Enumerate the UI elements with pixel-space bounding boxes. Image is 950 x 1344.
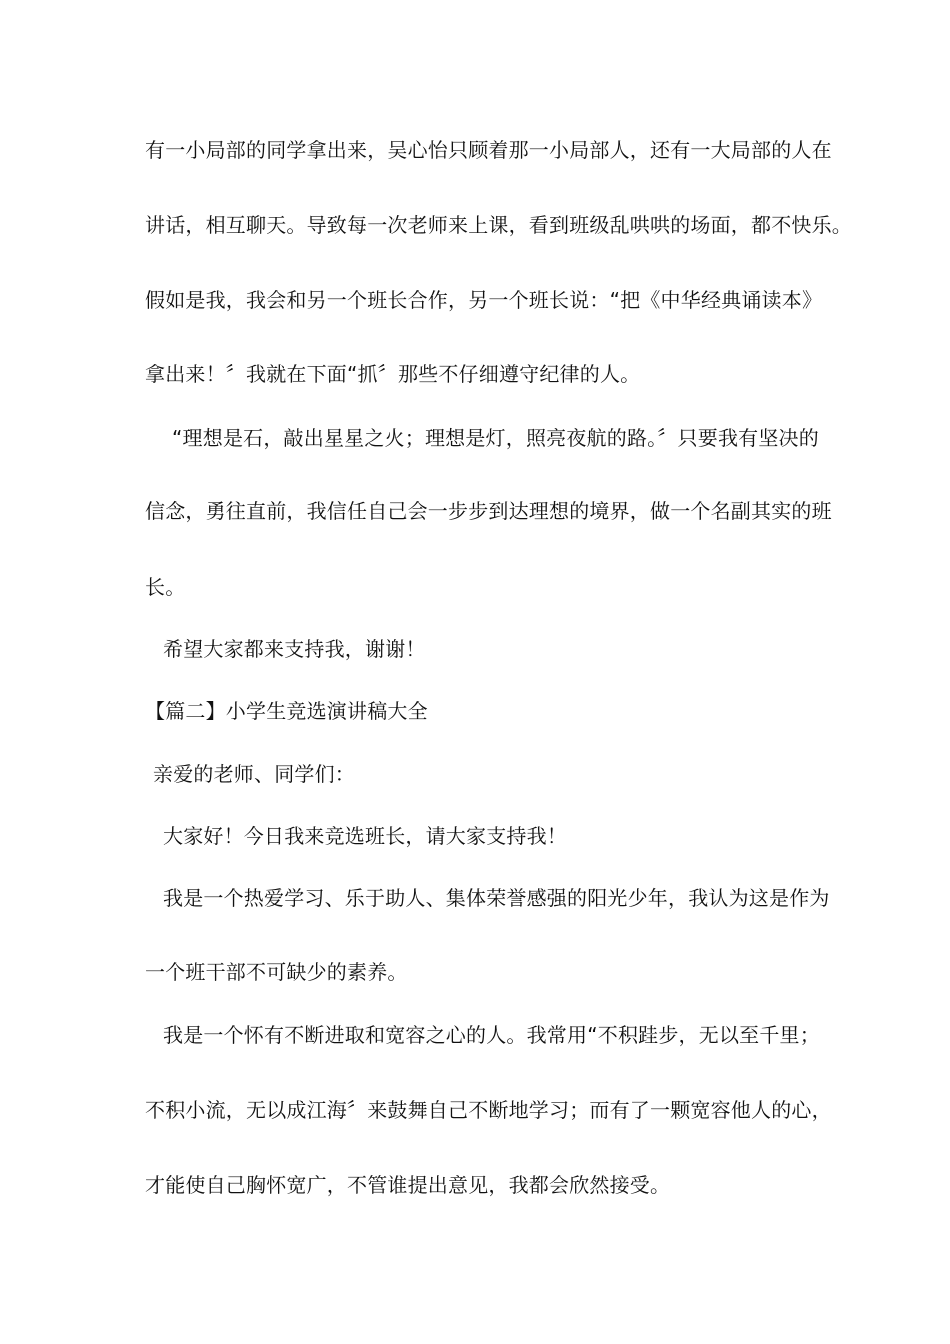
section-heading: 【篇二】小学生竞选演讲稿大全	[145, 699, 428, 723]
text-line: 大家好！今日我来竞选班长，请大家支持我！	[163, 824, 567, 848]
text-line: 才能使自己胸怀宽广，不管谁提出意见，我都会欣然接受。	[145, 1173, 671, 1197]
text-line: 拿出来！〞我就在下面“抓〞那些不仔细遵守纪律的人。	[145, 362, 641, 386]
text-line: 不积小流，无以成江海〞来鼓舞自己不断地学习；而有了一颗宽容他人的心，	[145, 1098, 832, 1122]
text-line: 我是一个热爱学习、乐于助人、集体荣誉感强的阳光少年，我认为这是作为	[163, 886, 830, 910]
text-line: 一个班干部不可缺少的素养。	[145, 960, 408, 984]
text-line: 长。	[145, 575, 186, 599]
text-line: 讲话，相互聊天。导致每一次老师来上课，看到班级乱哄哄的场面，都不快乐。	[145, 213, 852, 237]
text-line: 信念，勇往直前，我信任自己会一步步到达理想的境界，做一个名副其实的班	[145, 499, 832, 523]
text-line: 有一小局部的同学拿出来，吴心怡只顾着那一小局部人，还有一大局部的人在	[145, 138, 832, 162]
text-line: “理想是石，敲出星星之火；理想是灯，照亮夜航的路。〞只要我有坚决的	[172, 426, 819, 450]
text-line: 假如是我，我会和另一个班长合作，另一个班长说：“把《中华经典诵读本》	[145, 288, 823, 312]
text-line: 我是一个怀有不断进取和宽容之心的人。我常用“不积跬步，无以至千里；	[163, 1023, 820, 1047]
salutation: 亲爱的老师、同学们：	[153, 762, 355, 786]
text-line: 希望大家都来支持我，谢谢！	[163, 637, 426, 661]
